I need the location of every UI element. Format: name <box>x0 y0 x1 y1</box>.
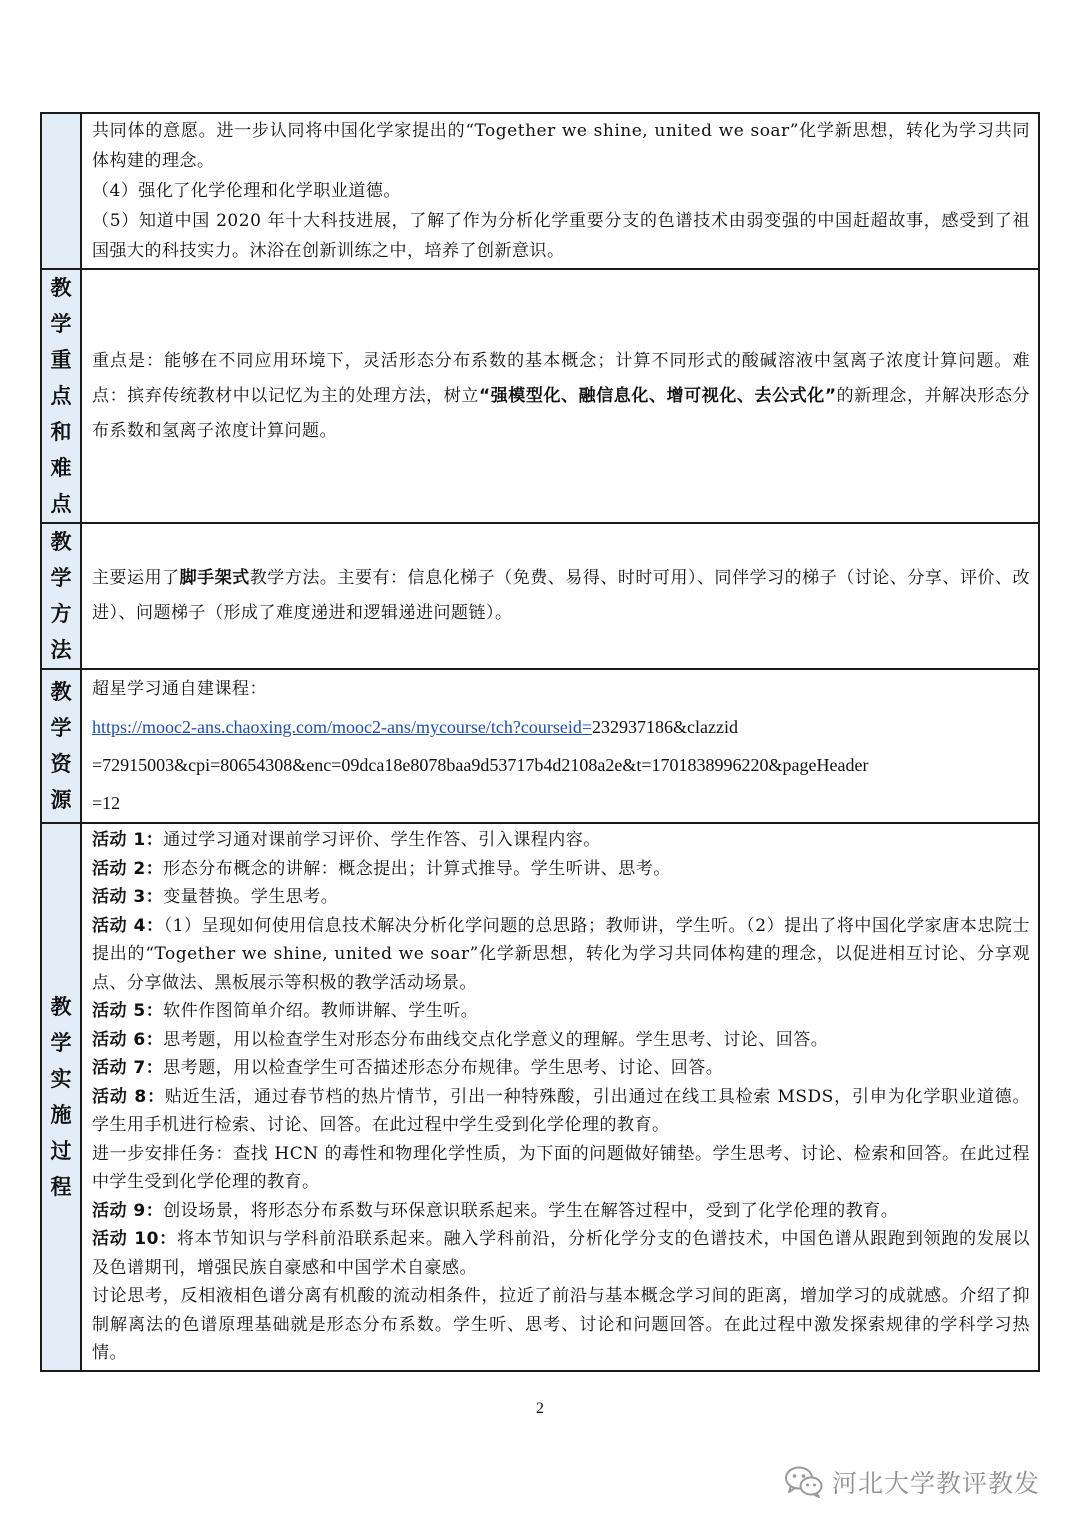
activity-text: 进一步安排任务：查找 HCN 的毒性和物理化学性质，为下面的问题做好铺垫。学生思考、讨论、检索和回答。在此过程中学生受到化学伦理的教育。 <box>92 1143 1030 1192</box>
url-rest: 232937186&clazzid <box>592 717 738 737</box>
watermark <box>784 1462 1040 1502</box>
resources-url-line <box>92 708 1030 746</box>
teaching-method-paragraph <box>92 561 1030 631</box>
objectives-line: （5）知道中国 2020 年十大科技进展，了解了作为分析化学重要分支的色谱技术由弱变强的中国赶超故事，感受到了祖国强大的科技实力。沐浴在创新训练之中，培养了创新意识。 <box>92 211 1030 261</box>
objectives-content <box>81 113 1039 269</box>
teaching-process-content <box>81 823 1039 1371</box>
label-char: 源 <box>50 788 72 812</box>
resources-intro: 超星学习通自建课程： <box>92 679 267 699</box>
key-points-paragraph <box>92 344 1030 449</box>
label-char: 方 <box>50 602 72 626</box>
row-key-points <box>41 269 1039 523</box>
activity-label: 活动 1： <box>92 830 164 850</box>
activity-text: 通过学习通对课前学习评价、学生作答、引入课程内容。 <box>163 830 601 850</box>
activity-text: 讨论思考，反相液相色谱分离有机酸的流动相条件，拉近了前沿与基本概念学习间的距离，增加学习的成就感。介绍了抑制解离法的色谱原理基础就是形态分布系数。学生听、思考、讨论和问题回答。在此过程中激发探索规律的学科学习热情。 <box>92 1286 1030 1363</box>
activity-paragraph <box>92 1140 1030 1197</box>
activity-label: 活动 8： <box>92 1086 165 1107</box>
activity-label: 活动 6： <box>92 1029 164 1050</box>
label-char: 教 <box>50 530 72 554</box>
activity-label: 活动 7： <box>92 1058 164 1078</box>
activity-text: 创设场景，将形态分布系数与环保意识联系起来。学生在解答过程中，受到了化学伦理的教育。 <box>163 1200 899 1221</box>
label-char: 学 <box>50 312 72 336</box>
objectives-line: 共同体的意愿。进一步认同将中国化学家提出的“Together we shine, united we soar”化学新思想，转化为学习共同体构建的理念。 <box>92 121 1030 171</box>
label-char: 实 <box>50 1066 72 1091</box>
label-char: 教 <box>50 680 72 704</box>
label-char: 教 <box>50 276 72 300</box>
teaching-method-content <box>81 523 1039 669</box>
row-teaching-resources <box>41 669 1039 823</box>
teaching-resources-content <box>81 669 1039 823</box>
label-char: 学 <box>50 716 72 740</box>
row-objectives-continued <box>41 113 1039 269</box>
label-char: 和 <box>50 420 72 444</box>
label-char: 程 <box>50 1174 72 1199</box>
activity-text: 软件作图简单介绍。教师讲解、学生听。 <box>163 1001 479 1021</box>
activity-paragraph <box>92 826 1030 855</box>
activity-paragraph <box>92 1026 1030 1055</box>
method-text: 主要运用了 <box>92 568 180 588</box>
label-char: 学 <box>50 1030 72 1055</box>
page-number: 2 <box>536 1400 544 1417</box>
label-char: 施 <box>50 1102 72 1127</box>
label-char: 资 <box>50 752 72 776</box>
activity-text: 思考题，用以检查学生对形态分布曲线交点化学意义的理解。学生思考、讨论、回答。 <box>163 1029 829 1050</box>
row-teaching-method <box>41 523 1039 669</box>
label-char: 学 <box>50 566 72 590</box>
activity-text: 变量替换。学生思考。 <box>163 887 339 907</box>
activity-paragraph <box>92 997 1030 1026</box>
activity-label: 活动 3： <box>92 887 164 907</box>
key-points-emphasis: “强模型化、融信息化、增可视化、去公式化” <box>478 385 837 406</box>
row-teaching-process <box>41 823 1039 1371</box>
activity-label: 活动 4： <box>92 915 164 936</box>
label-char: 难 <box>50 456 72 480</box>
label-char: 过 <box>50 1138 72 1163</box>
lesson-plan-table <box>40 112 1040 1372</box>
wechat-icon <box>784 1465 824 1499</box>
key-points-content <box>81 269 1039 523</box>
label-char: 点 <box>50 492 72 516</box>
row-label-teaching-method <box>41 523 81 669</box>
row-label-teaching-resources <box>41 669 81 823</box>
activity-paragraph <box>92 1225 1030 1282</box>
activity-label: 活动 2： <box>92 858 164 879</box>
activity-paragraph <box>92 912 1030 998</box>
activity-paragraph <box>92 1054 1030 1083</box>
resources-url-line: =12 <box>92 793 121 813</box>
activity-paragraph <box>92 1282 1030 1368</box>
row-label-key-points <box>41 269 81 523</box>
activity-paragraph <box>92 1083 1030 1140</box>
method-text-end: 教学方法。主要有：信息化梯子（免费、易得、时时可用）、同伴学习的梯子（讨论、分享、评价、改进）、问题梯子（形成了难度递进和逻辑递进问题链）。 <box>92 568 1031 623</box>
row-label-teaching-process <box>41 823 81 1371</box>
activity-label: 活动 9： <box>92 1200 164 1221</box>
method-emphasis: 脚手架式 <box>179 568 250 588</box>
key-points-text-end: 的新理念，并解决形态分布系数和氢离子浓度计算问题。 <box>92 385 1031 441</box>
activity-paragraph <box>92 883 1030 912</box>
objectives-line: （4）强化了化学伦理和化学职业道德。 <box>92 181 401 201</box>
activity-paragraph <box>92 855 1030 884</box>
label-char: 点 <box>50 384 72 408</box>
activity-text: 将本节知识与学科前沿联系起来。融入学科前沿，分析化学分支的色谱技术，中国色谱从跟跑到领跑的发展以及色谱期刊，增强民族自豪感和中国学术自豪感。 <box>92 1229 1031 1278</box>
activity-text: （1）呈现如何使用信息技术解决分析化学问题的总思路；教师讲，学生听。（2）提出了将中国化学家唐本忠院士提出的“Together we shine, united we soar”化学新思想，转化为学习共同体构建的理念，以促进相互讨论、分享观点、分享做法、黑板展示等积极的教学活动场景。 <box>92 915 1030 993</box>
activity-label: 活动 10： <box>92 1229 177 1249</box>
activity-label: 活动 5： <box>92 1001 164 1021</box>
row-label-empty <box>41 113 81 269</box>
activity-text: 贴近生活，通过春节档的热片情节，引出一种特殊酸，引出通过在线工具检索 MSDS，引申为化学职业道德。学生用手机进行检索、讨论、回答。在此过程中学生受到化学伦理的教育。 <box>92 1086 1030 1135</box>
activity-text: 思考题，用以检查学生可否描述形态分布规律。学生思考、讨论、回答。 <box>163 1058 724 1078</box>
activity-paragraph <box>92 1197 1030 1226</box>
label-char: 教 <box>50 994 72 1019</box>
key-points-text: 重点是：能够在不同应用环境下，灵活形态分布系数的基本概念；计算不同形式的酸碱溶液中氢离子浓度计算问题。难点：摈弃传统教材中以记忆为主的处理方法，树立 <box>92 350 1030 406</box>
label-char: 重 <box>50 348 72 372</box>
label-char: 法 <box>50 638 72 662</box>
activity-text: 形态分布概念的讲解：概念提出；计算式推导。学生听讲、思考。 <box>163 858 671 879</box>
course-link[interactable]: https://mooc2-ans.chaoxing.com/mooc2-ans/mycourse/tch?courseid= <box>92 717 593 737</box>
resources-url-line: =72915003&cpi=80654308&enc=09dca18e8078baa9d53717b4d2108a2e&t=1701838996220&pageHeader <box>92 755 869 775</box>
watermark-text: 河北大学教评教发 <box>832 1469 1041 1498</box>
